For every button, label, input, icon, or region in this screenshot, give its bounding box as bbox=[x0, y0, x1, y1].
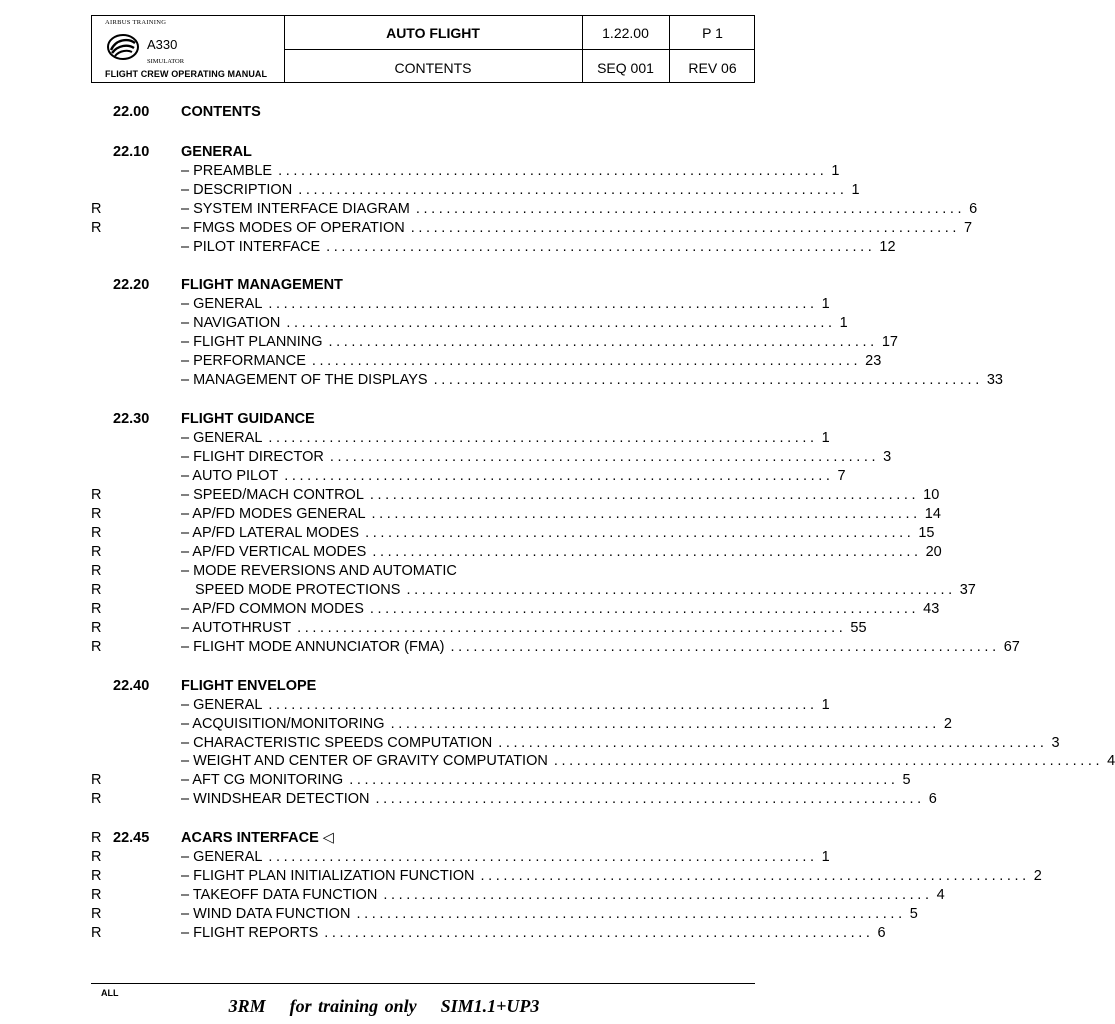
section-title: CONTENTS bbox=[181, 104, 261, 120]
revision-mark: R bbox=[91, 620, 102, 636]
entry-label: – FLIGHT REPORTS bbox=[181, 925, 319, 941]
entry-label: – PILOT INTERFACE bbox=[181, 239, 321, 255]
section-number: 22.40 bbox=[113, 678, 150, 694]
entry-label: – SPEED/MACH CONTROL bbox=[181, 487, 364, 503]
chapter-title: AUTO FLIGHT bbox=[386, 25, 480, 41]
page-number: P 1 bbox=[702, 25, 723, 41]
dot-leader: ........................................................................ bbox=[410, 220, 960, 236]
dot-leader: ........................................................................ bbox=[450, 639, 1000, 655]
dot-leader: ........................................................................ bbox=[415, 201, 966, 217]
section-number: 22.45 bbox=[113, 830, 150, 846]
dot-leader: ........................................................................ bbox=[297, 620, 847, 636]
entry-label: – NAVIGATION bbox=[181, 315, 281, 331]
dot-leader: ........................................................................ bbox=[329, 449, 880, 465]
entry-page: 2 bbox=[943, 716, 952, 732]
revision-mark: R bbox=[91, 639, 102, 655]
entry-page: 14 bbox=[924, 506, 941, 522]
dot-leader: ........................................................................ bbox=[365, 525, 915, 541]
entry-page: 3 bbox=[1051, 735, 1060, 751]
entry-page: 23 bbox=[865, 353, 882, 369]
entry-page: 7 bbox=[963, 220, 973, 236]
entry-page: 17 bbox=[881, 334, 898, 350]
footer-rule bbox=[91, 983, 755, 984]
revision-mark: R bbox=[91, 601, 102, 617]
entry-label: – GENERAL bbox=[181, 697, 263, 713]
entry-label: – AP/FD LATERAL MODES bbox=[181, 525, 360, 541]
section-number: 22.00 bbox=[113, 104, 150, 120]
header-divider bbox=[284, 49, 754, 50]
section-title: ACARS INTERFACE ◁ bbox=[181, 830, 334, 846]
entry-page: 1 bbox=[821, 697, 830, 713]
revision-mark: R bbox=[91, 487, 102, 503]
revision-mark: R bbox=[91, 544, 102, 560]
dot-leader: ........................................................................ bbox=[480, 868, 1030, 884]
entry-label: – GENERAL bbox=[181, 849, 263, 865]
page-header bbox=[91, 15, 755, 83]
footer-code: 3RM bbox=[228, 996, 266, 1016]
entry-label: – AUTOTHRUST bbox=[181, 620, 292, 636]
entry-label: – AP/FD MODES GENERAL bbox=[181, 506, 366, 522]
entry-label: – MANAGEMENT OF THE DISPLAYS bbox=[181, 372, 428, 388]
airbus-swirl-logo-icon bbox=[106, 33, 140, 61]
entry-label: – WEIGHT AND CENTER OF GRAVITY COMPUTATION bbox=[181, 753, 548, 769]
entry-page: 4 bbox=[936, 887, 945, 903]
entry-page: 15 bbox=[918, 525, 935, 541]
entry-page: 6 bbox=[928, 791, 937, 807]
revision-mark: R bbox=[91, 582, 102, 598]
subject-title: CONTENTS bbox=[394, 60, 472, 76]
entry-page: 12 bbox=[879, 239, 896, 255]
logo-top-text: AIRBUS TRAINING bbox=[105, 19, 167, 26]
dot-leader: ........................................................................ bbox=[311, 353, 862, 369]
revision-mark: R bbox=[91, 791, 102, 807]
entry-label: – FLIGHT PLANNING bbox=[181, 334, 323, 350]
entry-label: – SYSTEM INTERFACE DIAGRAM bbox=[181, 201, 410, 217]
entry-page: 1 bbox=[821, 430, 830, 446]
airbus-training-logo-block bbox=[92, 16, 284, 82]
dot-leader: ........................................................................ bbox=[268, 296, 818, 312]
entry-page: 1 bbox=[851, 182, 860, 198]
section-title: GENERAL bbox=[181, 144, 252, 160]
sequence-number: SEQ 001 bbox=[597, 60, 654, 76]
entry-page: 55 bbox=[850, 620, 867, 636]
dot-leader: ........................................................................ bbox=[268, 697, 818, 713]
footer-note bbox=[0, 996, 768, 1017]
revision-mark: R bbox=[91, 772, 102, 788]
entry-page: 4 bbox=[1107, 753, 1115, 769]
revision-mark: R bbox=[91, 868, 102, 884]
entry-label: – FLIGHT PLAN INITIALIZATION FUNCTION bbox=[181, 868, 475, 884]
dot-leader: ........................................................................ bbox=[390, 716, 940, 732]
dot-leader: ........................................................................ bbox=[498, 735, 1048, 751]
entry-page: 1 bbox=[821, 296, 830, 312]
entry-page: 5 bbox=[902, 772, 911, 788]
entry-page: 67 bbox=[1003, 639, 1020, 655]
entry-page: 10 bbox=[923, 487, 940, 503]
entry-label: – TAKEOFF DATA FUNCTION bbox=[181, 887, 378, 903]
entry-page: 43 bbox=[923, 601, 940, 617]
entry-page: 20 bbox=[925, 544, 942, 560]
simulator-label: SIMULATOR bbox=[147, 58, 185, 65]
dot-leader: ........................................................................ bbox=[375, 791, 925, 807]
revision-mark: R bbox=[91, 925, 102, 941]
dot-leader: ........................................................................ bbox=[268, 430, 818, 446]
entry-label: – ACQUISITION/MONITORING bbox=[181, 716, 385, 732]
dot-leader: ........................................................................ bbox=[349, 772, 899, 788]
revision-number: REV 06 bbox=[688, 60, 737, 76]
dot-leader: ........................................................................ bbox=[369, 487, 920, 503]
entry-label: – FMGS MODES OF OPERATION bbox=[181, 220, 405, 236]
entry-label: – GENERAL bbox=[181, 430, 263, 446]
revision-mark: R bbox=[91, 201, 102, 217]
section-title: FLIGHT MANAGEMENT bbox=[181, 277, 343, 293]
dot-leader: ........................................................................ bbox=[298, 182, 848, 198]
dot-leader: ........................................................................ bbox=[383, 887, 933, 903]
dot-leader: ........................................................................ bbox=[286, 315, 836, 331]
entry-page: 3 bbox=[883, 449, 892, 465]
revision-mark: R bbox=[91, 563, 102, 579]
entry-page: 33 bbox=[986, 372, 1003, 388]
entry-label: – GENERAL bbox=[181, 296, 263, 312]
revision-mark: R bbox=[91, 220, 102, 236]
entry-label: – AP/FD VERTICAL MODES bbox=[181, 544, 367, 560]
entry-label: – WINDSHEAR DETECTION bbox=[181, 791, 370, 807]
dot-leader: ........................................................................ bbox=[433, 372, 983, 388]
entry-label: – FLIGHT MODE ANNUNCIATOR (FMA) bbox=[181, 639, 445, 655]
entry-page: 6 bbox=[877, 925, 886, 941]
section-number: 22.30 bbox=[113, 411, 150, 427]
dot-leader: ........................................................................ bbox=[278, 163, 828, 179]
entry-label: – AP/FD COMMON MODES bbox=[181, 601, 364, 617]
entry-label: – PREAMBLE bbox=[181, 163, 273, 179]
revision-mark: R bbox=[91, 506, 102, 522]
entry-page: 1 bbox=[839, 315, 848, 331]
entry-label: – FLIGHT DIRECTOR bbox=[181, 449, 324, 465]
section-number: 22.10 bbox=[113, 144, 150, 160]
entry-label: – MODE REVERSIONS AND AUTOMATIC bbox=[181, 563, 457, 579]
revision-mark: R bbox=[91, 525, 102, 541]
entry-page: 1 bbox=[821, 849, 830, 865]
dot-leader: ........................................................................ bbox=[284, 468, 834, 484]
dot-leader: ........................................................................ bbox=[328, 334, 878, 350]
manual-title: FLIGHT CREW OPERATING MANUAL bbox=[105, 69, 268, 79]
dot-leader: ........................................................................ bbox=[371, 506, 921, 522]
entry-label: – WIND DATA FUNCTION bbox=[181, 906, 351, 922]
section-number: 22.20 bbox=[113, 277, 150, 293]
entry-page: 2 bbox=[1033, 868, 1042, 884]
aircraft-model: A330 bbox=[147, 37, 178, 52]
entry-label: – DESCRIPTION bbox=[181, 182, 293, 198]
dot-leader: ........................................................................ bbox=[324, 925, 874, 941]
entry-label: – AUTO PILOT bbox=[181, 468, 279, 484]
dot-leader: ........................................................................ bbox=[406, 582, 956, 598]
revision-mark: R bbox=[91, 906, 102, 922]
revision-mark: R bbox=[91, 830, 102, 846]
revision-mark: R bbox=[91, 887, 102, 903]
entry-label: SPEED MODE PROTECTIONS bbox=[195, 582, 401, 598]
dot-leader: ........................................................................ bbox=[372, 544, 922, 560]
effectivity-label: ALL bbox=[101, 988, 119, 998]
entry-page: 7 bbox=[837, 468, 846, 484]
revision-mark: R bbox=[91, 849, 102, 865]
dot-leader: ........................................................................ bbox=[268, 849, 818, 865]
entry-label: – CHARACTERISTIC SPEEDS COMPUTATION bbox=[181, 735, 493, 751]
entry-page: 5 bbox=[909, 906, 918, 922]
entry-page: 1 bbox=[831, 163, 840, 179]
section-title: FLIGHT GUIDANCE bbox=[181, 411, 315, 427]
entry-label: – PERFORMANCE bbox=[181, 353, 306, 369]
section-reference: 1.22.00 bbox=[602, 25, 649, 41]
entry-label: – AFT CG MONITORING bbox=[181, 772, 344, 788]
dot-leader: ........................................................................ bbox=[326, 239, 876, 255]
dot-leader: ........................................................................ bbox=[356, 906, 906, 922]
footer-training-note: for training only bbox=[289, 996, 417, 1016]
section-title: FLIGHT ENVELOPE bbox=[181, 678, 317, 694]
dot-leader: ........................................................................ bbox=[553, 753, 1104, 769]
footer-sim-version: SIM1.1+UP3 bbox=[440, 996, 540, 1016]
dot-leader: ........................................................................ bbox=[369, 601, 920, 617]
entry-page: 37 bbox=[959, 582, 976, 598]
entry-page: 6 bbox=[969, 201, 978, 217]
